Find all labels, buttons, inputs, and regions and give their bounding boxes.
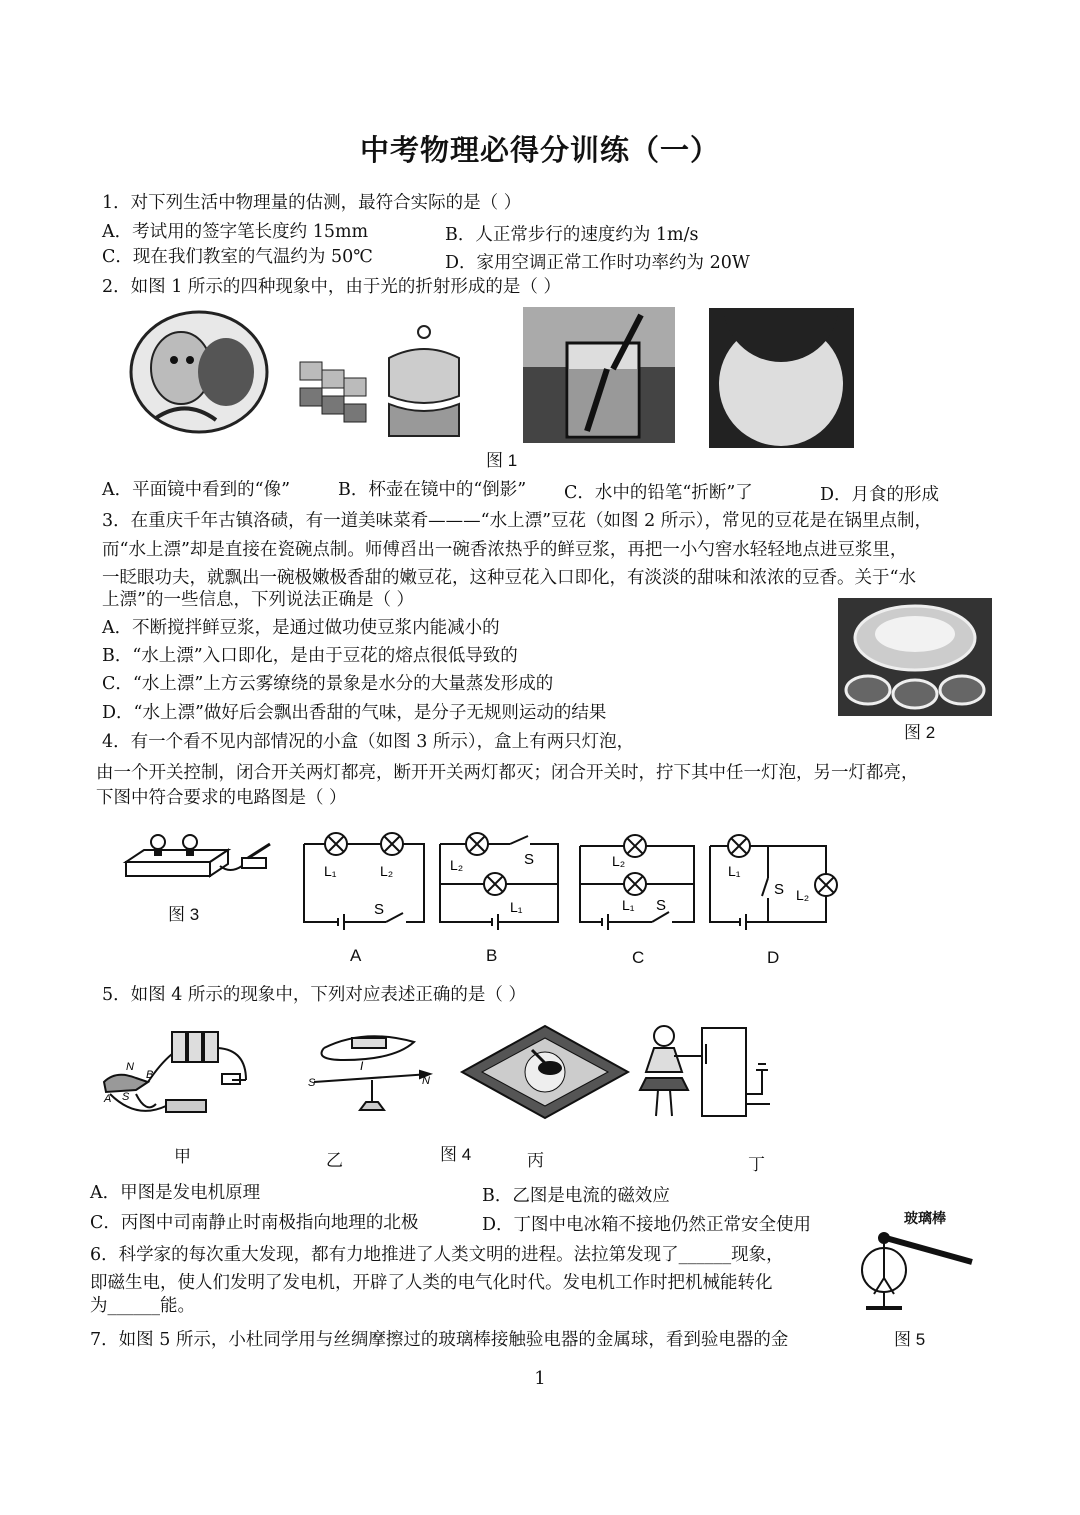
tofu-dish-photo <box>838 598 992 716</box>
marker-n: N <box>126 1061 134 1073</box>
q4-line-2: 由一个开关控制，闭合开关两灯都亮，断开开关两灯都灭；闭合开关时，拧下其中任一灯泡，另一灯都亮， <box>96 763 919 783</box>
q3-option-d: D．“水上漂”做好后会飘出香甜的气味，是分子无规则运动的结果 <box>102 703 607 723</box>
figure-4-caption: 图 4 <box>440 1145 472 1164</box>
marker-needle-s: S <box>308 1077 316 1089</box>
generator-experiment-figure <box>96 1024 256 1126</box>
circuit-d-l2-label: L₂ <box>796 887 810 903</box>
q2-option-b: B．杯壶在镜中的“倒影” <box>338 480 527 500</box>
compass-sinan-figure <box>458 1022 632 1122</box>
q5-option-d: D．丁图中电冰箱不接地仍然正常安全使用 <box>482 1215 812 1235</box>
mirror-image-photo <box>126 308 272 436</box>
circuit-c-switch-label: S <box>656 897 667 914</box>
q3-option-b: B．“水上漂”入口即化，是由于豆花的熔点很低导致的 <box>102 646 518 666</box>
circuit-b-caption: B <box>486 946 498 965</box>
q2-option-d: D．月食的形成 <box>820 485 940 505</box>
circuit-d <box>706 832 842 932</box>
q1-option-a: A．考试用的签字笔长度约 15mm <box>102 222 369 242</box>
q2-option-a: A．平面镜中看到的“像” <box>102 480 291 500</box>
circuit-b-l2-label: L₂ <box>450 857 464 873</box>
q5-option-a: A．甲图是发电机原理 <box>90 1183 261 1203</box>
q5-option-c: C．丙图中司南静止时南极指向地理的北极 <box>90 1213 419 1233</box>
circuit-a <box>300 832 428 932</box>
q3-line-3: 一眨眼功夫，就飘出一碗极嫩极香甜的嫩豆花，这种豆花入口即化，有淡淡的甜味和浓浓的豆香。关于“水 <box>102 568 916 588</box>
circuit-c-l1-label: L₁ <box>622 897 635 913</box>
circuit-b-l1-label: L₁ <box>510 899 523 915</box>
q6-line-3: 为______能。 <box>90 1296 195 1316</box>
lunar-eclipse-photo <box>709 308 854 448</box>
q5-stem: 5．如图 4 所示的现象中，下列对应表述正确的是（ ） <box>102 985 526 1005</box>
q7-line-1: 7．如图 5 所示，小杜同学用与丝绸摩擦过的玻璃棒接触验电器的金属球，看到验电器的金 <box>90 1330 789 1350</box>
fig4-label-yi: 乙 <box>326 1151 343 1170</box>
q6-line-2: 即磁生电，使人们发明了发电机，开辟了人类的电气化时代。发电机工作时把机械能转化 <box>90 1273 773 1293</box>
circuit-a-l1-label: L₁ <box>324 863 337 879</box>
circuit-c-l2-label: L₂ <box>612 853 626 869</box>
marker-needle-n: N <box>422 1075 430 1087</box>
pencil-in-water-photo <box>523 307 675 443</box>
q1-option-b: B．人正常步行的速度约为 1m/s <box>445 225 699 245</box>
q1-stem: 1．对下列生活中物理量的估测，最符合实际的是（ ） <box>102 193 522 213</box>
circuit-a-l2-label: L₂ <box>380 863 394 879</box>
marker-b: B <box>146 1069 154 1081</box>
q3-line-1: 3．在重庆千年古镇洛碛，有一道美味菜肴———“水上漂”豆花（如图 2 所示），常见的豆花是在锅里点制， <box>102 511 933 531</box>
circuit-c <box>576 832 698 932</box>
teapot-reflection-photo <box>294 318 480 440</box>
electroscope-figure <box>852 1218 982 1318</box>
q2-option-c: C．水中的铅笔“折断”了 <box>564 483 753 503</box>
q2-stem: 2．如图 1 所示的四种现象中，由于光的折射形成的是（ ） <box>102 277 561 297</box>
figure-1-caption: 图 1 <box>486 451 518 470</box>
fig4-label-ding: 丁 <box>748 1155 765 1174</box>
circuit-d-caption: D <box>767 948 780 967</box>
fig4-label-bing: 丙 <box>527 1151 544 1170</box>
q4-line-1: 4．有一个看不见内部情况的小盒（如图 3 所示），盒上有两只灯泡， <box>102 732 635 752</box>
q3-option-a: A．不断搅拌鲜豆浆，是通过做功使豆浆内能减小的 <box>102 618 500 638</box>
q5-option-b: B．乙图是电流的磁效应 <box>482 1186 670 1206</box>
glass-rod-label: 玻璃棒 <box>904 1210 946 1226</box>
circuit-a-caption: A <box>350 946 362 965</box>
q1-option-c: C．现在我们教室的气温约为 50℃ <box>102 247 373 267</box>
bulb-box-figure <box>120 832 282 882</box>
circuit-c-caption: C <box>632 948 645 967</box>
figure-3-caption: 图 3 <box>168 905 200 924</box>
circuit-a-switch-label: S <box>374 901 385 918</box>
marker-s: S <box>122 1091 130 1103</box>
page-number: 1 <box>534 1368 546 1389</box>
oersted-experiment-figure <box>304 1024 438 1124</box>
figure-5-caption: 图 5 <box>894 1330 926 1349</box>
circuit-d-switch-label: S <box>774 881 785 898</box>
q4-line-3: 下图中符合要求的电路图是（ ） <box>96 788 347 808</box>
circuit-b-switch-label: S <box>524 851 535 868</box>
fig4-label-jia: 甲 <box>174 1147 191 1166</box>
q3-option-c: C．“水上漂”上方云雾缭绕的景象是水分的大量蒸发形成的 <box>102 674 554 694</box>
q3-line-2: 而“水上漂”却是直接在瓷碗点制。师傅舀出一碗香浓热乎的鲜豆浆，再把一小勺窖水轻轻地点进豆浆里， <box>102 540 908 560</box>
figure-2-caption: 图 2 <box>904 723 936 742</box>
circuit-d-l1-label: L₁ <box>728 863 741 879</box>
q6-line-1: 6．科学家的每次重大发现，都有力地推进了人类文明的进程。法拉第发现了______现象， <box>90 1245 784 1265</box>
marker-current: I <box>360 1059 364 1073</box>
q1-option-d: D．家用空调正常工作时功率约为 20W <box>445 253 750 273</box>
marker-a: A <box>104 1093 112 1105</box>
circuit-b <box>436 832 562 932</box>
fridge-grounding-figure <box>636 1024 782 1122</box>
q3-line-4: 上漂”的一些信息，下列说法正确是（ ） <box>102 590 415 610</box>
page-title: 中考物理必得分训练（一） <box>359 133 720 167</box>
